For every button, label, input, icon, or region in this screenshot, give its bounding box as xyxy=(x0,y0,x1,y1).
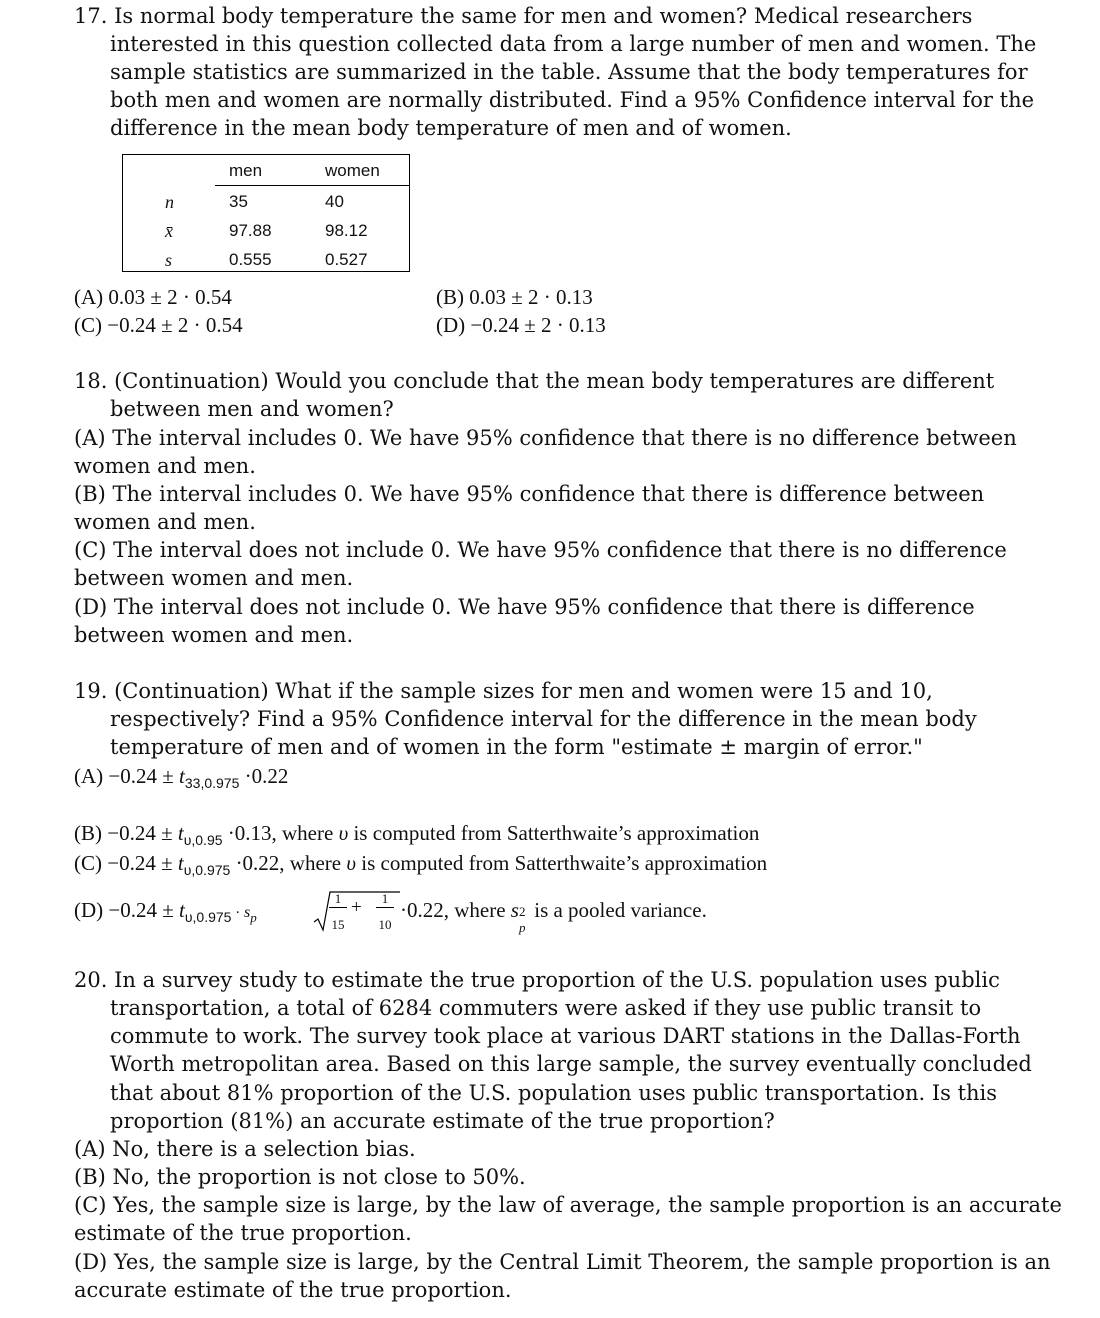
subscript: p xyxy=(518,920,526,935)
q20-line: that about 81% proportion of the U.S. population uses public transportation. Is this xyxy=(110,1081,998,1105)
option-d-lead xyxy=(74,896,257,932)
table-cell: 0.527 xyxy=(325,250,368,269)
option-text: (D) −0.24 ± xyxy=(74,898,180,922)
table-cell: 98.12 xyxy=(325,221,368,240)
q18-option-a: (A) The interval includes 0. We have 95% confidence that there is no difference between xyxy=(74,426,1017,450)
q17-option-b: (B) 0.03 ± 2 · 0.13 xyxy=(436,285,593,309)
table-cell: 40 xyxy=(325,192,344,211)
table-header-men: men xyxy=(229,161,263,180)
sample-statistics-table xyxy=(122,154,410,272)
option-d-tail xyxy=(400,896,707,935)
q20-option-a: (A) No, there is a selection bias. xyxy=(74,1137,416,1161)
q18-line: 18. (Continuation) Would you conclude that the mean body temperatures are different xyxy=(74,369,995,393)
q19-option-c xyxy=(74,849,767,884)
s-symbol: s xyxy=(243,904,251,921)
q20-option-c-cont: estimate of the true proportion. xyxy=(74,1221,412,1245)
q20-line: commute to work. The survey took place at various DART stations in the Dallas-Forth xyxy=(110,1024,1021,1048)
fraction-bar xyxy=(329,907,347,908)
q19-line: respectively? Find a 95% Confidence interval for the difference in the mean body xyxy=(110,707,977,731)
q17-line: difference in the mean body temperature of men and of women. xyxy=(110,116,792,140)
q17-line: 17. Is normal body temperature the same for men and women? Medical researchers xyxy=(74,4,973,28)
fraction-denominator: 10 xyxy=(378,917,392,932)
table-header-rule xyxy=(215,185,409,186)
s-symbol: s xyxy=(510,898,519,922)
q17-line: sample statistics are summarized in the table. Assume that the body temperatures for xyxy=(110,60,1028,84)
plus-sign: + xyxy=(351,897,362,918)
q18-option-d-cont: between women and men. xyxy=(74,623,354,647)
q20-line: Worth metropolitan area. Based on this large sample, the survey eventually concluded xyxy=(110,1052,1032,1076)
q18-option-c: (C) The interval does not include 0. We have 95% confidence that there is no difference xyxy=(74,538,1007,562)
q20-option-b: (B) No, the proportion is not close to 50%. xyxy=(74,1165,526,1189)
option-text: ·0.22 xyxy=(239,764,289,788)
option-text: (C) −0.24 ± xyxy=(74,851,178,875)
q18-line: between men and women? xyxy=(110,397,394,421)
table-row-label: n xyxy=(165,192,174,212)
option-text: · xyxy=(231,905,244,921)
q19-line: temperature of men and of women in the form "estimate ± margin of error." xyxy=(110,735,923,759)
table-cell: 35 xyxy=(229,192,248,211)
table-row-label: s xyxy=(165,250,173,270)
t-symbol: t xyxy=(177,851,184,875)
t-symbol: t xyxy=(179,764,185,788)
q17-option-a: (A) 0.03 ± 2 · 0.54 xyxy=(74,285,232,309)
fraction-numerator: 1 xyxy=(381,891,389,906)
t-symbol: t xyxy=(177,821,184,845)
nu-symbol: υ xyxy=(346,851,356,875)
t-subscript: 33,0.975 xyxy=(184,775,240,791)
fraction-denominator: 15 xyxy=(331,917,345,932)
t-subscript: υ,0.975 xyxy=(183,862,231,878)
q18-option-a-cont: women and men. xyxy=(74,454,256,478)
table-row-label: x̄ xyxy=(165,221,173,241)
q17-option-d: (D) −0.24 ± 2 · 0.13 xyxy=(436,313,606,337)
nu-symbol: υ xyxy=(338,821,349,845)
q17-line: interested in this question collected data from a large number of men and women. The xyxy=(110,32,1037,56)
q18-option-b-cont: women and men. xyxy=(74,510,256,534)
q19-line: 19. (Continuation) What if the sample sizes for men and women were 15 and 10, xyxy=(74,679,933,703)
t-subscript: υ,0.95 xyxy=(183,832,223,848)
q20-option-d: (D) Yes, the sample size is large, by the Central Limit Theorem, the sample proportion is an xyxy=(74,1250,1051,1274)
option-text: is a pooled variance. xyxy=(528,898,707,922)
option-text: (A) −0.24 ± xyxy=(74,764,180,788)
option-text: is computed from Satterthwaite’s approximation xyxy=(348,821,760,845)
q17-option-c: (C) −0.24 ± 2 · 0.54 xyxy=(74,313,243,337)
q20-line: proportion (81%) an accurate estimate of the true proportion? xyxy=(110,1109,775,1133)
t-symbol: t xyxy=(179,898,185,922)
option-text: is computed from Satterthwaite’s approximation xyxy=(356,851,768,875)
q18-option-c-cont: between women and men. xyxy=(74,566,354,590)
table-header-women: women xyxy=(325,161,380,180)
q18-option-d: (D) The interval does not include 0. We have 95% confidence that there is difference xyxy=(74,595,975,619)
option-text: ·0.13, where xyxy=(222,821,339,845)
table-cell: 0.555 xyxy=(229,250,272,269)
option-text: ·0.22, where xyxy=(400,898,511,922)
q20-line: 20. In a survey study to estimate the true proportion of the U.S. population uses public xyxy=(74,968,1000,992)
q20-line: transportation, a total of 6284 commuters were asked if they use public transit to xyxy=(110,996,982,1020)
q19-option-a xyxy=(74,762,288,797)
q17-line: both men and women are normally distributed. Find a 95% Confidence interval for the xyxy=(110,88,1035,112)
superscript: 2 xyxy=(518,904,526,919)
q20-option-c: (C) Yes, the sample size is large, by the law of average, the sample proportion is an accurate xyxy=(74,1193,1062,1217)
fraction-bar xyxy=(376,907,394,908)
q18-option-b: (B) The interval includes 0. We have 95% confidence that there is difference between xyxy=(74,482,985,506)
q20-option-d-cont: accurate estimate of the true proportion. xyxy=(74,1278,512,1302)
option-text: ·0.22, where xyxy=(230,851,347,875)
option-text: (B) −0.24 ± xyxy=(74,821,178,845)
s-subscript: p xyxy=(250,910,257,925)
fraction-numerator: 1 xyxy=(334,891,342,906)
table-cell: 97.88 xyxy=(229,221,272,240)
t-subscript: υ,0.975 xyxy=(184,909,232,925)
